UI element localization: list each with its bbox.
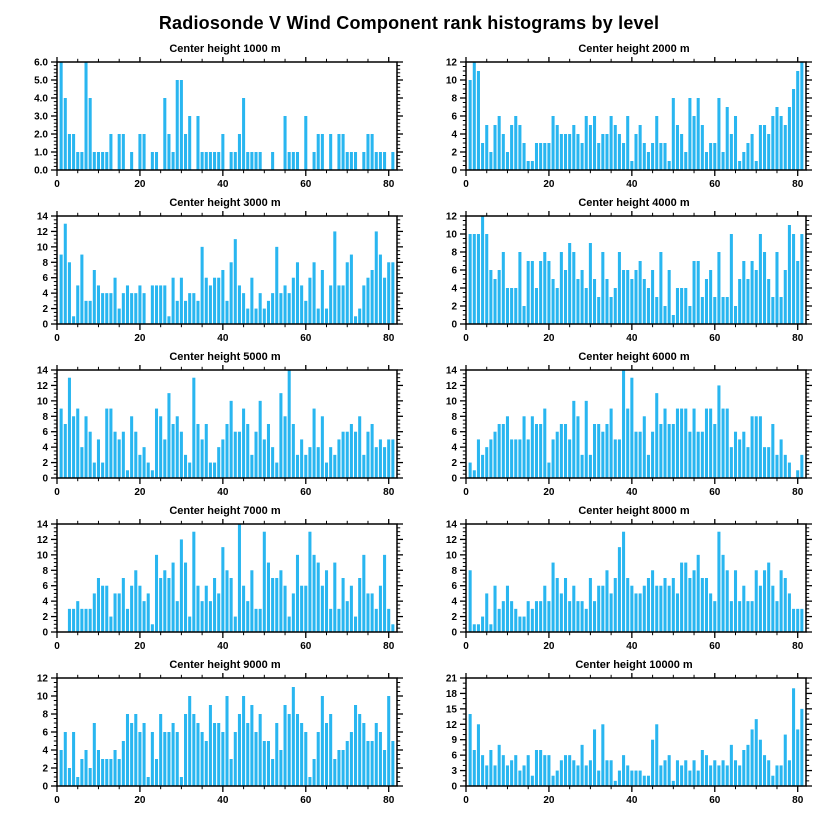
svg-text:0: 0 [463,179,469,190]
svg-text:80: 80 [383,179,395,190]
svg-text:0: 0 [451,473,457,485]
svg-text:6: 6 [42,427,48,439]
svg-text:0: 0 [463,795,469,806]
subplot-cell-3000m [0,196,409,350]
svg-text:2: 2 [42,304,48,316]
svg-text:8: 8 [451,411,457,423]
svg-text:4.0: 4.0 [34,93,48,105]
svg-text:10: 10 [36,396,48,408]
histogram-2000m [416,57,818,196]
svg-text:12: 12 [445,380,457,392]
svg-text:80: 80 [792,179,804,190]
svg-text:14: 14 [36,365,48,377]
svg-text:12: 12 [36,673,48,685]
bars-group [469,216,804,324]
svg-text:9: 9 [451,735,457,747]
svg-text:8: 8 [451,247,457,259]
svg-text:40: 40 [626,487,638,498]
svg-text:20: 20 [134,333,146,344]
svg-text:0: 0 [54,487,60,498]
subplot-title-6000m: Center height 6000 m [578,351,690,363]
svg-text:2: 2 [451,147,457,159]
svg-text:8: 8 [42,709,48,721]
svg-text:60: 60 [300,795,312,806]
svg-text:40: 40 [217,179,229,190]
bars-group [60,687,395,786]
svg-text:8: 8 [42,565,48,577]
svg-text:14: 14 [445,365,457,377]
svg-text:4: 4 [42,288,48,300]
svg-text:2: 2 [42,763,48,775]
histogram-grid [0,42,818,812]
svg-text:60: 60 [709,487,721,498]
svg-text:10: 10 [445,396,457,408]
bars-group [68,524,394,632]
subplot-cell-6000m [409,350,818,504]
svg-text:80: 80 [383,487,395,498]
subplot-title-5000m: Center height 5000 m [169,351,281,363]
svg-text:4: 4 [451,283,457,295]
bars-group [60,62,395,170]
svg-text:4: 4 [451,442,457,454]
subplot-title-3000m: Center height 3000 m [169,197,281,209]
svg-text:2.0: 2.0 [34,129,48,141]
subplot-cell-7000m [0,504,409,658]
svg-text:60: 60 [709,641,721,652]
svg-text:4: 4 [42,442,48,454]
svg-text:4: 4 [451,596,457,608]
bars-group [469,688,804,786]
subplot-cell-1000m [0,42,409,196]
bars-group [469,370,804,478]
svg-text:8: 8 [451,565,457,577]
svg-text:0: 0 [451,781,457,793]
histogram-5000m [7,365,413,504]
subplot-title-8000m: Center height 8000 m [578,505,690,517]
svg-text:5.0: 5.0 [34,75,48,87]
svg-text:0: 0 [451,627,457,639]
subplot-cell-8000m [409,504,818,658]
svg-text:0: 0 [42,319,48,331]
svg-text:6: 6 [451,111,457,123]
svg-text:6: 6 [42,273,48,285]
svg-text:60: 60 [709,333,721,344]
svg-text:15: 15 [445,704,457,716]
svg-text:0: 0 [54,795,60,806]
svg-text:40: 40 [626,641,638,652]
subplot-title-10000m: Center height 10000 m [575,659,693,671]
svg-text:80: 80 [792,487,804,498]
svg-text:12: 12 [445,719,457,731]
svg-text:60: 60 [300,333,312,344]
svg-text:0: 0 [42,473,48,485]
svg-text:4: 4 [451,129,457,141]
svg-text:10: 10 [36,691,48,703]
svg-text:6: 6 [451,581,457,593]
svg-text:40: 40 [217,795,229,806]
svg-text:1.0: 1.0 [34,147,48,159]
svg-text:14: 14 [36,519,48,531]
svg-text:8: 8 [451,93,457,105]
subplot-title-9000m: Center height 9000 m [169,659,281,671]
svg-text:3.0: 3.0 [34,111,48,123]
svg-text:20: 20 [134,487,146,498]
svg-text:40: 40 [626,795,638,806]
bars-group [469,532,804,632]
svg-text:0: 0 [451,165,457,177]
svg-text:2: 2 [42,612,48,624]
histogram-1000m [7,57,413,196]
page-title: Radiosonde V Wind Component rank histograms by level [158,13,660,33]
svg-text:4: 4 [42,596,48,608]
svg-text:20: 20 [543,795,555,806]
svg-text:6: 6 [451,265,457,277]
histogram-8000m [416,519,818,658]
svg-text:12: 12 [445,211,457,223]
svg-text:80: 80 [383,333,395,344]
svg-text:10: 10 [36,242,48,254]
svg-text:60: 60 [709,795,721,806]
svg-text:0: 0 [463,487,469,498]
subplot-cell-5000m [0,350,409,504]
svg-text:60: 60 [300,487,312,498]
histogram-7000m [7,519,413,658]
svg-text:6: 6 [451,427,457,439]
svg-text:8: 8 [42,257,48,269]
svg-text:0: 0 [451,319,457,331]
subplot-cell-4000m [409,196,818,350]
svg-text:0: 0 [42,781,48,793]
svg-text:12: 12 [445,534,457,546]
subplot-cell-10000m [409,658,818,812]
svg-text:10: 10 [445,75,457,87]
subplot-title-1000m: Center height 1000 m [169,43,281,55]
svg-text:40: 40 [217,333,229,344]
subplot-title-4000m: Center height 4000 m [578,197,690,209]
svg-text:40: 40 [217,641,229,652]
svg-text:6: 6 [42,581,48,593]
svg-text:0: 0 [463,641,469,652]
svg-text:20: 20 [543,333,555,344]
svg-text:0: 0 [54,641,60,652]
svg-text:20: 20 [543,641,555,652]
svg-text:40: 40 [626,333,638,344]
svg-text:12: 12 [36,380,48,392]
svg-text:10: 10 [445,550,457,562]
svg-text:20: 20 [543,487,555,498]
subplot-cell-9000m [0,658,409,812]
svg-text:60: 60 [300,179,312,190]
svg-text:0: 0 [463,333,469,344]
svg-text:18: 18 [445,688,457,700]
svg-text:80: 80 [383,795,395,806]
svg-text:6: 6 [42,727,48,739]
svg-text:6.0: 6.0 [34,57,48,69]
subplot-cell-2000m [409,42,818,196]
svg-text:80: 80 [383,641,395,652]
histogram-3000m [7,211,413,350]
svg-text:14: 14 [36,211,48,223]
svg-text:2: 2 [451,301,457,313]
svg-text:10: 10 [445,229,457,241]
svg-text:60: 60 [709,179,721,190]
svg-text:60: 60 [300,641,312,652]
svg-text:0: 0 [42,627,48,639]
bars-group [469,62,804,170]
svg-text:2: 2 [451,612,457,624]
svg-text:3: 3 [451,766,457,778]
svg-text:80: 80 [792,641,804,652]
svg-text:2: 2 [42,458,48,470]
svg-text:12: 12 [36,226,48,238]
bars-group [60,224,395,324]
svg-text:20: 20 [134,795,146,806]
svg-text:12: 12 [445,57,457,69]
subplot-title-2000m: Center height 2000 m [578,43,690,55]
svg-text:21: 21 [445,673,457,685]
bars-group [60,370,395,478]
svg-text:8: 8 [42,411,48,423]
svg-text:10: 10 [36,550,48,562]
svg-text:20: 20 [543,179,555,190]
svg-text:20: 20 [134,179,146,190]
svg-text:2: 2 [451,458,457,470]
histogram-6000m [416,365,818,504]
svg-text:0.0: 0.0 [34,165,48,177]
svg-text:14: 14 [445,519,457,531]
svg-text:6: 6 [451,750,457,762]
svg-text:40: 40 [217,487,229,498]
svg-text:0: 0 [54,179,60,190]
svg-text:80: 80 [792,333,804,344]
svg-text:20: 20 [134,641,146,652]
histogram-10000m [416,673,818,812]
svg-text:12: 12 [36,534,48,546]
svg-text:80: 80 [792,795,804,806]
histogram-9000m [7,673,413,812]
histogram-4000m [416,211,818,350]
svg-text:4: 4 [42,745,48,757]
subplot-title-7000m: Center height 7000 m [169,505,281,517]
svg-text:40: 40 [626,179,638,190]
svg-text:0: 0 [54,333,60,344]
